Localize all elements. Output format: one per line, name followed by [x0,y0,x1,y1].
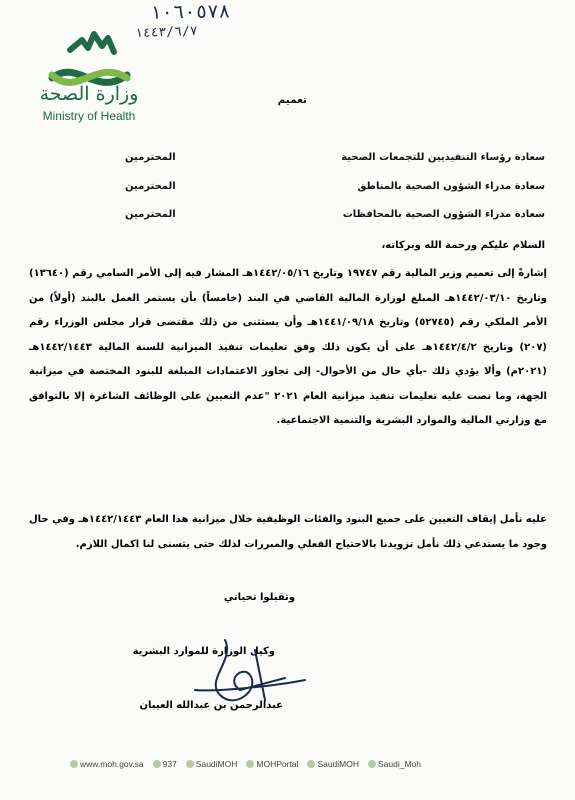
footer-contact-bar [70,759,515,769]
handwritten-reference-number: ١٠٦٠٥٧٨ [149,0,231,24]
footer-text: www.moh.gov.sa [80,759,144,769]
footer-text: MOHPortal [256,759,299,769]
footer-item[interactable] [307,759,359,769]
addressee-text: سعادة مدراء الشؤون الصحية بالمحافظات [342,209,545,220]
footer-item[interactable] [153,759,177,769]
footer-text: SaudiMOH [195,759,238,769]
footer-item[interactable] [186,759,238,769]
body-paragraph-2: عليه نأمل إيقاف التعيين على جميع البنود والفئات الوظيفية خلال ميزانية هذا العام ١٤٤٢/١٤٤٣هـ وفي حال وجود ما يستدعي ذلك نأمل تزويدنا بالاحتياج الفعلي والمبررات لذلك حتى يتسنى لنا اكمال اللازم. [29,514,547,550]
footer-item[interactable] [70,759,144,769]
footer-item[interactable] [246,759,298,769]
twitter-icon [186,760,194,768]
addressee-honorific: المحترمين [125,209,176,220]
portal-icon [246,760,254,768]
addressee-honorific: المحترمين [125,181,176,192]
phone-icon [153,760,161,768]
footer-item[interactable] [368,759,421,769]
document-subject: تعميم [277,94,307,106]
addressee-honorific: المحترمين [125,152,176,163]
footer-text: 937 [162,759,177,769]
body-paragraph-1: إشارةً إلى تعميم وزير المالية رقم ١٩٧٤٧ وتاريخ ١٤٤٢/٠٥/١٦هـ المشار فيه إلى الأمر السامي رقم (١٣٦٤٠) وتاريخ ١٤٤٢/٠٣/١٠هـ المبلغ لوزارة المالية القاضي في البند (خامساً) بأن يستمر العمل بالبند (أولاً) من الأمر الملكي رقم (٥٢٧٤٥) وتاريخ ١٤٤١/٠٩/١٨هـ وأن يستثنى من ذلك مقتضى قرار مجلس الوزراء رقم (٢٠٧) وتاريخ ١٤٤٢/٤/٢هـ على أن يكون ذلك وفق تعليمات تنفيذ الميزانية للسنة المالية ١٤٤٢/١٤٤٣هـ (٢٠٢١م) وألا يؤدي ذلك -بأي حال من الأحوال- إلى تجاوز الاعتمادات المبلغة للبنود المختصة في ميزانية الجهة، وما نصت عليه تعليمات تنفيذ ميزانية العام ٢٠٢١ "عدم التعيين على الوظائف الشاغرة إلا بالتوافق مع وزارتي المالية والموارد البشرية والتنمية الاجتماعية. [29,268,547,426]
signatory-name: عبدالرحمن بن عبدالله العيبان [139,700,283,711]
youtube-icon [307,760,315,768]
closing-line: وتقبلوا تحياتي [223,592,295,603]
greeting: السلام عليكم ورحمة الله وبركاته، [381,240,545,251]
globe-icon [70,760,78,768]
footer-text: SaudiMOH [317,759,360,769]
addressee-text: سعادة رؤساء التنفيذيين للتجمعات الصحية [341,152,545,163]
addressee-text: سعادة مدراء الشؤون الصحية بالمناطق [357,181,545,192]
logo-arabic-name: وزارة الصحة [39,83,139,105]
logo-english-name: Ministry of Health [42,109,136,123]
signatory-title: وكيل الوزارة للموارد البشرية [132,646,275,657]
handwritten-date: ١٤٤٣/٦/٧ [134,23,198,42]
footer-text: Saudi_Moh [378,759,422,769]
snapchat-icon [368,760,376,768]
